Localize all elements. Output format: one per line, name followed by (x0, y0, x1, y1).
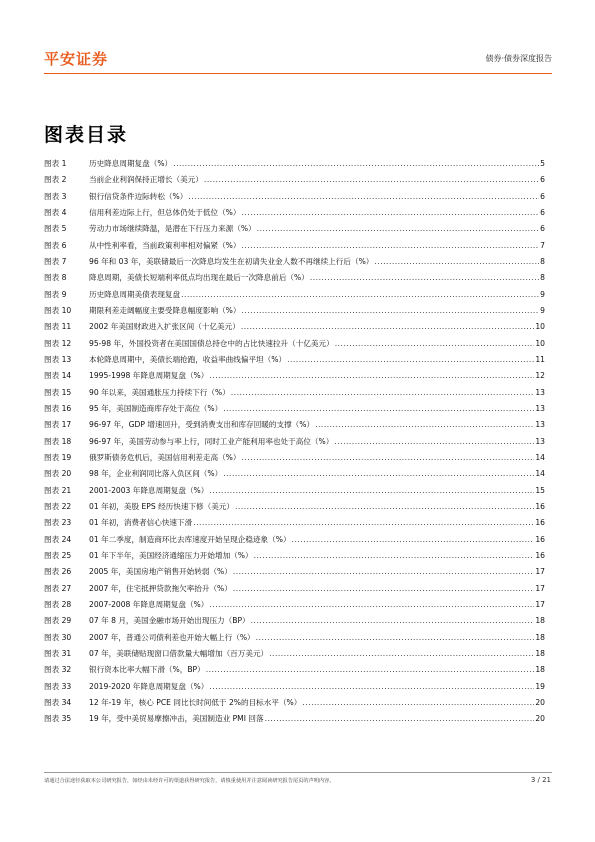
toc-entry-page: 6 (540, 224, 545, 234)
figure-list (44, 158, 545, 729)
toc-entry-page: 7 (540, 240, 545, 250)
toc-entry[interactable] (44, 697, 545, 713)
toc-leader-dots (242, 241, 540, 250)
toc-leader-dots (254, 551, 535, 560)
toc-entry-label: 图表 18 (44, 436, 72, 446)
toc-entry[interactable] (44, 403, 545, 419)
toc-entry-label: 图表 2 (44, 175, 67, 185)
report-category: 债券·债券深度报告 (485, 54, 552, 63)
toc-entry[interactable] (44, 550, 545, 566)
toc-entry-label: 图表 4 (44, 207, 67, 217)
toc-entry-page: 10 (535, 322, 545, 332)
toc-entry[interactable] (44, 289, 545, 305)
toc-leader-dots (233, 584, 534, 593)
toc-entry[interactable] (44, 436, 545, 452)
toc-entry-page: 16 (535, 518, 545, 528)
toc-entry-page: 20 (535, 697, 545, 707)
toc-entry-title: 2007 年，普通公司债利差也开始大幅上行（%） (89, 632, 255, 642)
toc-entry-page: 16 (535, 550, 545, 560)
toc-leader-dots (209, 682, 534, 691)
toc-entry[interactable] (44, 191, 545, 207)
toc-entry-title: 19 年，受中美贸易摩擦冲击，美国制造业 PMI 回落 (89, 714, 264, 724)
toc-entry[interactable] (44, 566, 545, 582)
toc-leader-dots (257, 224, 539, 233)
toc-entry-page: 16 (535, 534, 545, 544)
toc-leader-dots (242, 208, 540, 217)
toc-entry[interactable] (44, 354, 545, 370)
toc-entry[interactable] (44, 664, 545, 680)
toc-entry-label: 图表 16 (44, 403, 72, 413)
toc-entry-label: 图表 22 (44, 501, 72, 511)
toc-entry-page: 6 (540, 175, 545, 185)
toc-entry-page: 19 (535, 681, 545, 691)
toc-entry[interactable] (44, 632, 545, 648)
toc-entry-title: 从中性利率看，当前政策利率相对偏紧（%） (89, 240, 241, 250)
toc-entry-label: 图表 34 (44, 697, 72, 707)
toc-entry-page: 18 (535, 648, 545, 658)
toc-entry[interactable] (44, 419, 545, 435)
toc-entry[interactable] (44, 387, 545, 403)
toc-entry[interactable] (44, 501, 545, 517)
toc-entry-title: 95 年，美国制造商库存处于高位（%） (89, 403, 223, 413)
toc-entry-label: 图表 12 (44, 338, 72, 348)
toc-entry-label: 图表 7 (44, 256, 67, 266)
toc-entry[interactable] (44, 583, 545, 599)
toc-entry-title: 98 年，企业利润同比落入负区间（%） (89, 469, 223, 479)
toc-leader-dots (256, 633, 535, 642)
toc-entry-title: 当前企业利润保持正增长（美元） (89, 175, 203, 185)
toc-entry-title: 历史降息周期复盘（%） (89, 159, 173, 168)
page-title: 图表目录 (44, 124, 129, 146)
toc-leader-dots (231, 388, 535, 397)
toc-entry-page: 18 (535, 632, 545, 642)
toc-leader-dots (251, 616, 535, 625)
toc-entry-title: 2005 年，美国房地产销售开始转弱（%） (89, 567, 232, 577)
toc-entry-page: 13 (535, 387, 545, 397)
toc-leader-dots (334, 437, 534, 446)
toc-entry[interactable] (44, 713, 545, 729)
toc-entry-label: 图表 21 (44, 485, 72, 495)
toc-entry-label: 图表 19 (44, 452, 72, 462)
toc-entry-title: 俄罗斯债务危机后，美国信用利差走高（%） (89, 452, 241, 462)
toc-entry-page: 8 (540, 273, 545, 283)
toc-entry[interactable] (44, 174, 545, 190)
toc-entry-label: 图表 11 (44, 322, 72, 332)
toc-entry-label: 图表 9 (44, 289, 67, 299)
toc-leader-dots (181, 290, 539, 299)
toc-entry[interactable] (44, 370, 545, 386)
toc-entry-title: 01 年初，美股 EPS 经历快速下修（美元） (89, 501, 235, 511)
footer-divider (44, 772, 552, 773)
toc-entry[interactable] (44, 305, 545, 321)
toc-entry-page: 18 (535, 665, 545, 675)
toc-entry-label: 图表 30 (44, 632, 72, 642)
toc-entry-title: 信用利差边际上行，但总体仍处于低位（%） (89, 207, 241, 217)
toc-leader-dots (223, 404, 534, 413)
toc-entry-title: 2019-2020 年降息周期复盘（%） (89, 681, 209, 691)
page-number: 3 / 21 (530, 776, 551, 784)
toc-entry-title: 07 年，美联储贴现窗口借款量大幅增加（百万美元） (89, 648, 269, 658)
toc-entry-page: 13 (535, 403, 545, 413)
toc-entry-page: 20 (535, 714, 545, 724)
toc-entry-label: 图表 14 (44, 371, 72, 381)
toc-entry-title: 期限利差走阔幅度主要受降息幅度影响（%） (89, 305, 241, 315)
toc-entry-title: 01 年下半年，美国经济通缩压力开始增加（%） (89, 550, 253, 560)
toc-entry[interactable] (44, 485, 545, 501)
toc-leader-dots (292, 535, 535, 544)
toc-entry[interactable] (44, 648, 545, 664)
toc-entry-title: 90 年以来，美国通胀压力持续下行（%） (89, 387, 230, 397)
toc-entry-page: 9 (540, 305, 545, 315)
toc-entry-page: 18 (535, 616, 545, 626)
toc-entry-page: 5 (540, 159, 545, 168)
toc-entry-label: 图表 24 (44, 534, 72, 544)
toc-entry-label: 图表 35 (44, 714, 72, 724)
toc-entry[interactable] (44, 452, 545, 468)
toc-leader-dots (209, 371, 534, 380)
toc-entry[interactable] (44, 256, 545, 272)
toc-entry-title: 2007-2008 年降息周期复盘（%） (89, 599, 209, 609)
toc-entry[interactable] (44, 158, 545, 174)
toc-leader-dots (335, 339, 535, 348)
toc-entry[interactable] (44, 207, 545, 223)
toc-entry-label: 图表 1 (44, 159, 67, 168)
toc-entry-label: 图表 13 (44, 354, 72, 364)
toc-entry-label: 图表 8 (44, 273, 67, 283)
toc-entry-page: 17 (535, 599, 545, 609)
toc-entry-title: 劳动力市场继续降温，是潜在下行压力来源（%） (89, 224, 256, 234)
toc-entry[interactable] (44, 517, 545, 533)
toc-entry-page: 10 (535, 338, 545, 348)
toc-leader-dots (188, 192, 539, 201)
toc-entry-title: 96-97 年，GDP 增速回升，受到消费支出和库存回暖的支撑（%） (89, 420, 315, 430)
toc-entry-label: 图表 23 (44, 518, 72, 528)
toc-entry-label: 图表 20 (44, 469, 72, 479)
toc-entry-page: 6 (540, 191, 545, 201)
toc-entry-title: 95-98 年，外国投资者在美国国债总持仓中的占比快速拉升（十亿美元） (89, 338, 334, 348)
toc-entry[interactable] (44, 681, 545, 697)
toc-entry-label: 图表 29 (44, 616, 72, 626)
toc-leader-dots (302, 698, 534, 707)
toc-entry[interactable] (44, 338, 545, 354)
toc-entry-title: 1995-1998 年降息周期复盘（%） (89, 371, 209, 381)
toc-entry-page: 11 (535, 354, 545, 364)
toc-entry-title: 2002 年美国财政进入扩张区间（十亿美元） (89, 322, 240, 332)
toc-leader-dots (209, 486, 534, 495)
toc-entry-label: 图表 5 (44, 224, 67, 234)
toc-entry-page: 8 (540, 256, 545, 266)
toc-entry-page: 17 (535, 583, 545, 593)
toc-leader-dots (209, 600, 534, 609)
toc-entry-page: 14 (535, 452, 545, 462)
toc-leader-dots (269, 649, 534, 658)
toc-entry-title: 银行信贷条件边际转松（%） (89, 191, 188, 201)
toc-entry-title: 01 年初，消费者信心快速下滑 (89, 518, 193, 528)
toc-entry-title: 本轮降息周期中，美债长端抢跑，收益率曲线偏平坦（%） (89, 354, 287, 364)
toc-leader-dots (193, 518, 534, 527)
toc-leader-dots (241, 322, 534, 331)
toc-entry-label: 图表 32 (44, 665, 72, 675)
toc-entry[interactable] (44, 615, 545, 631)
toc-entry[interactable] (44, 599, 545, 615)
toc-entry-page: 12 (535, 371, 545, 381)
toc-leader-dots (265, 714, 535, 723)
toc-entry-label: 图表 6 (44, 240, 67, 250)
toc-leader-dots (315, 420, 534, 429)
page-header (44, 44, 552, 70)
toc-entry[interactable] (44, 321, 545, 337)
toc-entry[interactable] (44, 534, 545, 550)
toc-leader-dots (235, 502, 534, 511)
toc-entry-label: 图表 17 (44, 420, 72, 430)
toc-entry-page: 9 (540, 289, 545, 299)
toc-entry[interactable] (44, 272, 545, 288)
toc-leader-dots (242, 453, 535, 462)
toc-leader-dots (206, 665, 535, 674)
toc-leader-dots (287, 355, 534, 364)
toc-entry-title: 2001-2003 年降息周期复盘（%） (89, 485, 209, 495)
footer-disclaimer: 请通过合法途径获取本公司研究报告，如经由未经许可的渠道获得研究报告，请慎重使用并注意阅读研究报告尾页的声明内容。 (44, 778, 335, 784)
toc-entry-title: 07 年 8 月，美国金融市场开始出现压力（BP） (89, 616, 250, 626)
toc-entry-title: 历史降息周期美债表现复盘 (89, 289, 181, 299)
toc-leader-dots (242, 306, 540, 315)
toc-entry[interactable] (44, 468, 545, 484)
toc-entry-label: 图表 10 (44, 305, 72, 315)
toc-entry-page: 16 (535, 501, 545, 511)
toc-entry-label: 图表 3 (44, 191, 67, 201)
header-divider (44, 73, 552, 74)
toc-entry-page: 17 (535, 567, 545, 577)
toc-entry-title: 2007 年，住宅抵押贷款拖欠率抬升（%） (89, 583, 232, 593)
toc-leader-dots (204, 175, 539, 184)
toc-entry-page: 13 (535, 436, 545, 446)
toc-entry-label: 图表 25 (44, 550, 72, 560)
toc-entry-page: 14 (535, 469, 545, 479)
toc-leader-dots (173, 159, 539, 168)
toc-entry-label: 图表 28 (44, 599, 72, 609)
toc-entry-label: 图表 26 (44, 567, 72, 577)
toc-entry[interactable] (44, 240, 545, 256)
company-logo: 平安证券 (44, 50, 109, 68)
toc-entry-title: 01 年二季度，制造商环比去库速度开始呈现企稳迹象（%） (89, 534, 291, 544)
toc-entry-page: 6 (540, 207, 545, 217)
toc-entry-title: 降息周期，美债长短端利率低点均出现在最后一次降息前后（%） (89, 273, 309, 283)
toc-entry-page: 15 (535, 485, 545, 495)
toc-leader-dots (374, 257, 539, 266)
toc-leader-dots (310, 273, 539, 282)
toc-entry-title: 12 年-19 年，核心 PCE 同比长时间低于 2%的目标水平（%） (89, 697, 302, 707)
toc-entry-title: 银行资本比率大幅下滑（%，BP） (89, 665, 205, 675)
toc-leader-dots (233, 567, 534, 576)
toc-entry-label: 图表 31 (44, 648, 72, 658)
toc-entry-page: 13 (535, 420, 545, 430)
toc-entry-label: 图表 15 (44, 387, 72, 397)
toc-entry-label: 图表 27 (44, 583, 72, 593)
toc-entry-title: 96 年和 03 年，美联储最后一次降息均发生在初请失业金人数不再继续上行后（%） (89, 256, 374, 266)
toc-entry-label: 图表 33 (44, 681, 72, 691)
toc-entry-title: 96-97 年，美国劳动参与率上行，同时工业产能利用率也处于高位（%） (89, 436, 334, 446)
toc-leader-dots (223, 469, 534, 478)
toc-entry[interactable] (44, 223, 545, 239)
